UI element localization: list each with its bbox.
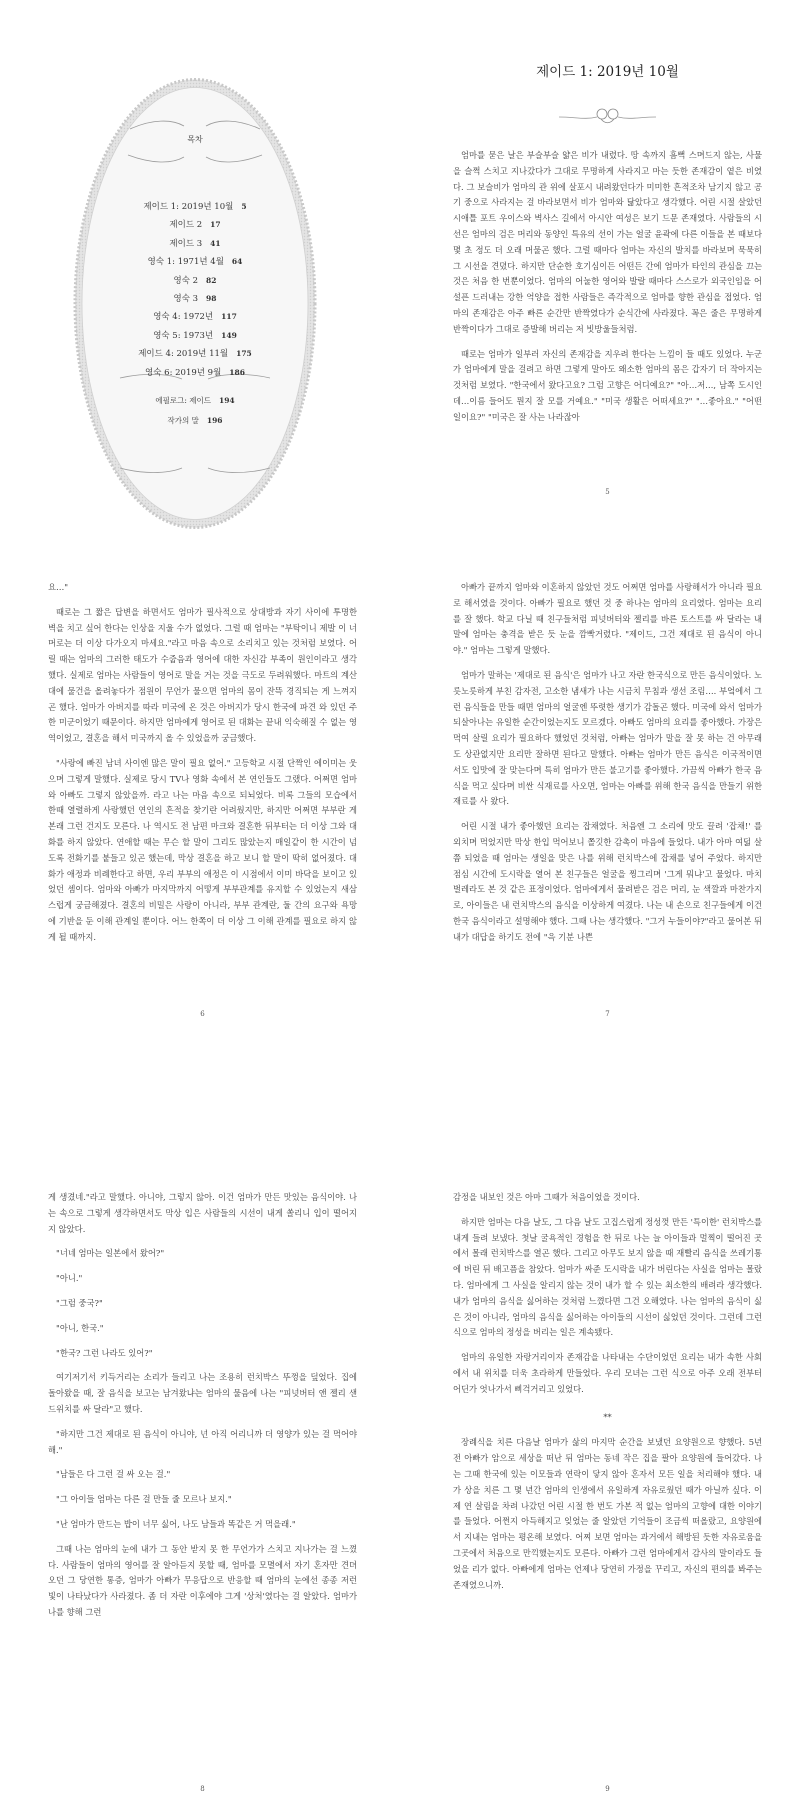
toc-entry-label: 제이드 1: 2019년 10월 (143, 202, 234, 212)
paragraph: 때로는 그 짧은 답변을 하면서도 엄마가 필사적으로 상대방과 자기 사이에 투명한 벽을 치고 싶어 한다는 인상을 지울 수가 없었다. 그럴 때 엄마는 "부탁이니 제발 이 너머로는 더 이상 다가오지 마세요."라고 마음 속으로 소리치고 있는 것처럼 보였다. 어릴 때는 엄마의 그러한 태도가 수줍음과 영어에 대한 자신감 부족이 원인이라고 생각했다. 실제로 엄마는 사람들이 영어로 말을 거는 것을 극도로 두려워했다. 마트의 계산대에 물건을 올려놓다가 점원이 무언가 물으면 엄마의 몸이 잔뜩 경직되는 게 느껴지곤 했다. 엄마가 아버지를 따라 미국에 온 것은 아버지가 당시 한국에 파견 와 있던 주한 미군이었기 때문이다. 하지만 엄마에게 영어로 된 대화는 끝내 익숙해질 수 없는 영역이었고, 결혼을 해서 미국까지 올 수 있었을까 궁금했다. (48, 606, 357, 744)
paragraph: 어린 시절 내가 좋아했던 요리는 잡채였다. 처음엔 그 소리에 맛도 끌려 '잡채!' 를 외치며 먹었지만 막상 한입 먹어보니 쫄깃한 감촉이 마음에 들었다. 내가 아마 여덟 살쯤 되었을 때 엄마는 생일을 맞은 나를 위해 런치박스에 잡채를 넣어 주었다. 하지만 점심 시간에 도시락을 열어 본 친구들은 얼굴을 찡그리며 '그게 뭐냐'고 물었다. 마치 벌레라도 본 것 같은 표정이었다. 엄마에게서 물려받은 검은 머리, 눈 색깔과 마찬가지로, 아이들은 내 런치박스의 음식을 이상하게 여겼다. 나는 내 손으로 친구들에게 이건 한국 음식이라고 설명해야 했다. 그때 나는 생각했다. "그거 누들이야?"라고 물어본 뒤 내가 대답을 하기도 전에 "윽 기분 나쁜 (453, 821, 762, 942)
toc-content (72, 76, 318, 531)
toc-entry[interactable] (72, 391, 318, 411)
paragraph: 하지만 엄마는 다음 날도, 그 다음 날도 고집스럽게 정성껏 만든 '특이한' 런치박스를 내게 들려 보냈다. 첫날 굴욕적인 경험을 한 뒤로 나는 늘 아이들과 멀찍이 떨어진 곳에서 몰래 런치박스를 열곤 했다. 그리고 아무도 보지 않을 때 재빨리 음식을 쓰레기통에 버린 뒤 배고픔을 참았다. 엄마가 싸준 도시락을 내가 버린다는 사실을 엄마는 몰랐다. 엄마에게 그 사실을 알리지 않는 것이 내가 할 수 있는 최소한의 배려라 생각했다. 내가 엄마의 음식을 싫어하는 것처럼 느꼈다면 그건 오해였다. 나는 엄마의 음식이 싫은 것이 아니라, 엄마의 음식을 싫어하는 아이들의 시선이 싫었던 것이다. 그런데 그런 식으로 엄마의 정성을 버리는 일은 계속됐다. (453, 1216, 762, 1338)
toc-entry-label: 영숙 5: 1973년 (153, 330, 214, 341)
paragraph: 요…" (48, 582, 69, 592)
paragraph: 엄마를 묻은 날은 부슬부슬 얇은 비가 내렸다. 땅 속까지 흠뻑 스며드지 않는, 사물을 슬쩍 스치고 지나갔다가 그대로 무명하게 사라지고 마는 듯한 존재감이 옅은 비였다. 그 보슬비가 엄마의 관 위에 살포시 내려왔던다가 미미한 흔적조차 남기지 않고 공기 중으로 사라지는 걸 바라보면서 비가 엄마와 닮았다고 생각했다. 어린 시절 살았던 시애틀 포트 우이스와 벽사스 길에서 아시안 여성은 보기 드문 존재였다. 사람들의 시선은 엄마의 검은 머리와 동양인 특유의 선이 가는 얼굴 윤곽에 다른 이들을 본 때보다 몇 초 정도 더 오래 머물곤 했다. 그럴 때마다 엄마는 자신의 발치를 바라보며 묵묵히 그 시선을 견뎠다. 하지만 단순한 호기심이든 어떤든 간에 엄마가 타인의 관심을 끄는 것은 처음 한 번뿐이었다. 엄마의 어눌한 영어와 발랄 때마다 스스로가 외국인임을 어설픈 드러내는 강한 억양을 접한 사람들은 즉각적으로 엄마를 향한 관심을 접었다. 엄마의 존재감은 아주 빠른 순간만 반짝였다가 순식간에 사라졌다. 꼭은 줄은 무명하게 반짝이다가 그대로 증발해 버리는 저 빗방울들처럼. (453, 150, 762, 334)
paragraph: 장례식을 치른 다음날 엄마가 삶의 마지막 순간을 보냈던 요양원으로 향했다. 5년 전 아빠가 암으로 세상을 떠난 뒤 엄마는 동네 작은 집을 팔아 요양원에 들어갔다. 나는 그때 한국에 있는 이모들과 연락이 닿지 않아 혼자서 모든 일을 처리해야 했다. 내가 상을 치른 그 몇 년간 엄마의 인생에서 유일하게 자유로웠던 때가 아닐까 싶다. 이제 연 살림을 차려 나갔던 어린 시절 한 번도 가본 적 없는 엄마의 고향에 대한 이야기를 들었다. 어쩐지 아득해지고 잊었는 줄 알았던 기억들이 조금씩 떠올랐고, 요양원에서 지내는 엄마는 평온해 보였다. 어찌 보면 엄마는 과거에서 해방된 듯한 자유로움을 그곳에서 처음으로 만끽했는지도 모른다. 아빠가 그런 엄마에게서 감사의 말이라도 들었을 리가 없다. 아빠에게 엄마는 언제나 당연히 가정을 꾸리고, 자신의 편의를 봐주는 존재였으니까. (453, 1437, 762, 1590)
toc-entry-page: 175 (236, 349, 252, 359)
dialogue-line: "아니, 한국." (56, 1322, 104, 1333)
toc-entry[interactable] (72, 327, 318, 345)
ornament-divider (555, 104, 660, 126)
toc-entry-page: 82 (206, 275, 217, 285)
page-number: 8 (200, 1785, 205, 1793)
paragraph: 여기저기서 키득거리는 소리가 들리고 나는 조용히 런치박스 뚜껑을 덮었다. 집에 돌아왔을 때, 잘 음식을 보고는 남겨왔냐는 엄마의 물음에 나는 "피넛버터 앤 젤리 샌드위치를 싸 달라"고 했다. (48, 1372, 357, 1414)
paragraph: 때로는 엄마가 일부러 자신의 존재감을 지우려 한다는 느낌이 들 때도 있었다. 누군가 엄마에게 말을 걸려고 하면 그렇게 말아도 왜소한 엄마의 몸은 갑자기 더 작아지는 것처럼 보였다. "한국에서 왔다고요? 그럼 고향은 어디예요?" "아…저…, 남쪽 도시인데…이름 들어도 뭔지 잘 모를 거예요." "미국 생활은 어떠세요?" "…좋아요." "어떤 일이요?" "미국은 잘 사는 나라잖아 (453, 348, 762, 422)
page-8 (0, 1192, 405, 1800)
toc-list (72, 198, 318, 382)
paragraph: 아빠가 끝까지 엄마와 이혼하지 않았던 것도 어쩌면 엄마를 사랑해서가 아니라 필요로 해서였을 것이다. 아빠가 필요로 했던 것 중 하나는 엄마의 요리였다. 엄마는 요리를 잘 했다. 학교 다닐 때 친구들처럼 피넛버터와 젤리를 바른 토스트를 싸 달라는 내 말에 엄마는 충격을 받은 듯 눈을 깜빡거렸다. "제이드, 그건 제대로 된 음식이 아니야." 엄마는 그렇게 말했다. (453, 582, 762, 656)
paragraph: 게 생겼네."라고 말했다. 아니야, 그렇지 않아. 이건 엄마가 만든 맛있는 음식이야. 나는 속으로 그렇게 생각하면서도 막상 입은 사람들의 시선이 내게 쏠리니 입이 떨어지지 않았다. (48, 1192, 357, 1234)
page-body (48, 1190, 357, 1630)
page-number: 7 (605, 1010, 610, 1018)
toc-entry-page: 149 (221, 330, 237, 340)
toc-entry[interactable] (72, 216, 318, 234)
toc-entry-page: 98 (206, 294, 217, 304)
toc-page (0, 0, 405, 600)
dialogue-line: "그 아이들 엄마는 다른 걸 만들 줄 모르나 보지." (56, 1494, 232, 1505)
dialogue-line: "아니." (56, 1273, 83, 1284)
toc-entry-page: 5 (241, 202, 247, 211)
toc-entry-label: 영숙 4: 1972년 (153, 312, 214, 323)
toc-entry-label: 영숙 6: 2019년 9월 (145, 367, 222, 378)
paragraph: 감정을 내보인 것은 아마 그때가 처음이었을 것이다. (453, 1192, 640, 1202)
page-7 (405, 582, 810, 1200)
toc-entry-page: 194 (218, 396, 235, 405)
toc-entry-label: 제이드 4: 2019년 11월 (138, 349, 229, 360)
chapter-title: 제이드 1: 2019년 10월 (536, 64, 679, 80)
toc-entry-label: 영숙 1: 1971년 4월 (147, 257, 224, 268)
paragraph: "사랑에 빠진 남녀 사이엔 많은 말이 필요 없어." 고등학교 시절 단짝인 에이미는 웃으며 그렇게 말했다. 실제로 당시 TV나 영화 속에서 본 연인들도 그랬다. 어쩌면 엄마와 아빠도 그렇지 않았을까. 라고 나는 마음 속으로 되뇌었다. 비록 그들의 모습에서 한때 열렬하게 사랑했던 연인의 흔적을 찾기란 어려웠지만, 하지만 어쩌면 부부란 게 본래 그런 건지도 모른다. 나 역시도 전 남편 마크와 결혼한 뒤부터는 더 이상 그와 대화를 하지 않았다. 연애할 때는 무슨 할 말이 그리도 많았는지 매일같이 한 시간이 넘도록 전화기를 붙들고 있곤 했는데, 막상 결혼을 하고 보니 할 말이 딱히 없어졌다. 대화가 애정과 비례한다고 하면, 우리 부부의 애정은 이 시점에서 이미 바닥을 보이고 있었던 셈이다. 엄마와 아빠가 마지막까지 어떻게 부부관계를 유지할 수 있었는지 새삼스럽게 궁금해졌다. 결혼의 비밀은 사랑이 아니라, 부부 관계란, 둘 간의 요구와 욕망에 기반을 둔 이해 관계일 뿐이다. 어느 한쪽이 더 이상 그 이해 관계를 필요로 하지 않게 될 때까지. (48, 757, 357, 942)
toc-entry[interactable] (72, 345, 318, 363)
toc-entry[interactable] (72, 364, 318, 382)
toc-entry-label: 제이드 2 (169, 220, 203, 231)
page-number: 6 (200, 1010, 205, 1018)
toc-entry-page: 64 (231, 257, 243, 267)
toc-entry-page: 17 (210, 220, 221, 230)
toc-entry-page: 186 (229, 367, 245, 377)
toc-entry-page: 41 (210, 238, 221, 248)
toc-entry[interactable] (72, 198, 318, 216)
toc-entry[interactable] (72, 290, 318, 308)
dialogue-line: "남들은 다 그런 걸 싸 오는 걸." (56, 1469, 171, 1480)
toc-entry-label: 에필로그: 제이드 (155, 396, 211, 405)
dialogue-line: "한국? 그런 나라도 있어?" (56, 1347, 153, 1358)
toc-entry[interactable] (72, 272, 318, 290)
dialogue-line: "난 엄마가 만드는 밥이 너무 싫어, 나도 남들과 똑같은 거 먹을래." (56, 1518, 296, 1529)
dialogue-line: "너네 엄마는 일본에서 왔어?" (56, 1248, 165, 1259)
toc-entry-page: 117 (221, 312, 237, 322)
toc-entry-label: 작가의 말 (167, 416, 199, 425)
page-body (453, 580, 762, 955)
section-break: ** (603, 1411, 612, 1422)
toc-entry-label: 제이드 3 (169, 238, 203, 249)
paragraph: 엄마가 말하는 '제대로 된 음식'은 엄마가 나고 자란 한국식으로 만든 음식이었다. 노릇노릇하게 부친 감자전, 고소한 냄새가 나는 시금치 무침과 생선 조림…. 부엌에서 그런 음식들을 만들 때면 엄마의 얼굴엔 뚜렷한 생기가 감돌곤 했다. 미국에 와서 엄마가 되살아나는 유일한 순간이었는지도 모르겠다. 아빠도 엄마의 요리를 좋아했다. 가장은 먹여 살릴 요리가 필요하다 했었던 것처럼, 아빠는 엄마가 말을 잘 못 하는 건 아무래도 상관없지만 요리만 잘하면 된다고 말했다. 아빠는 엄마가 만든 음식은 이국적이면서도 입맛에 잘 맞는다며 특히 엄마가 만든 불고기를 좋아했다. 가끔씩 아빠가 한국 음식을 먹고 싶다며 비싼 식재료를 사오면, 엄마는 아빠를 위해 한국 음식을 만들기 위한 재료를 사 왔다. (453, 669, 762, 807)
toc-entry-page: 196 (206, 416, 223, 425)
page-number: 9 (605, 1785, 610, 1793)
toc-entry[interactable] (72, 308, 318, 326)
page-6 (0, 582, 405, 1200)
toc-entry-label: 영숙 2 (173, 275, 199, 286)
paragraph: 그때 나는 엄마의 눈에 내가 그 동안 받지 못 한 무언가가 스치고 지나가는 걸 느꼈다. 사람들이 엄마의 영어를 잘 알아듣지 못할 때, 엄마를 모멸에서 자기 혼자만 견뎌오던 그 당연한 통증, 엄마가 아빠가 무응답으로 반응할 때 엄마의 눈에선 종종 저런 빛이 나타났다가 사라졌다. 좀 더 자란 이후에야 그게 '상처'였다는 걸 알았다. 엄마가 나를 향해 그런 (48, 1543, 357, 1617)
page-5 (405, 0, 810, 600)
dialogue-line: "하지만 그건 제대로 된 음식이 아니야, 넌 아직 어리니까 더 영양가 있는 걸 먹어야 해." (48, 1428, 357, 1455)
page-body (48, 580, 357, 955)
page-body (453, 148, 762, 435)
page-body (453, 1190, 762, 1602)
toc-extras (72, 391, 318, 431)
page-number: 5 (605, 488, 610, 496)
paragraph: 엄마의 유일한 자랑거리이자 존재감을 나타내는 수단이었던 요리는 내가 속한 사회에서 내 위치를 더욱 초라하게 만들었다. 우리 모녀는 그런 식으로 아주 오래 전부터 어딘가 엇나가서 삐걱거리고 있었다. (453, 1352, 762, 1394)
page-9 (405, 1192, 810, 1800)
toc-entry[interactable] (72, 253, 318, 271)
toc-entry-label: 영숙 3 (173, 294, 199, 305)
toc-entry[interactable] (72, 235, 318, 253)
toc-title: 목차 (187, 135, 203, 144)
toc-entry[interactable] (72, 411, 318, 431)
dialogue-line: "그럼 중국?" (56, 1297, 103, 1308)
